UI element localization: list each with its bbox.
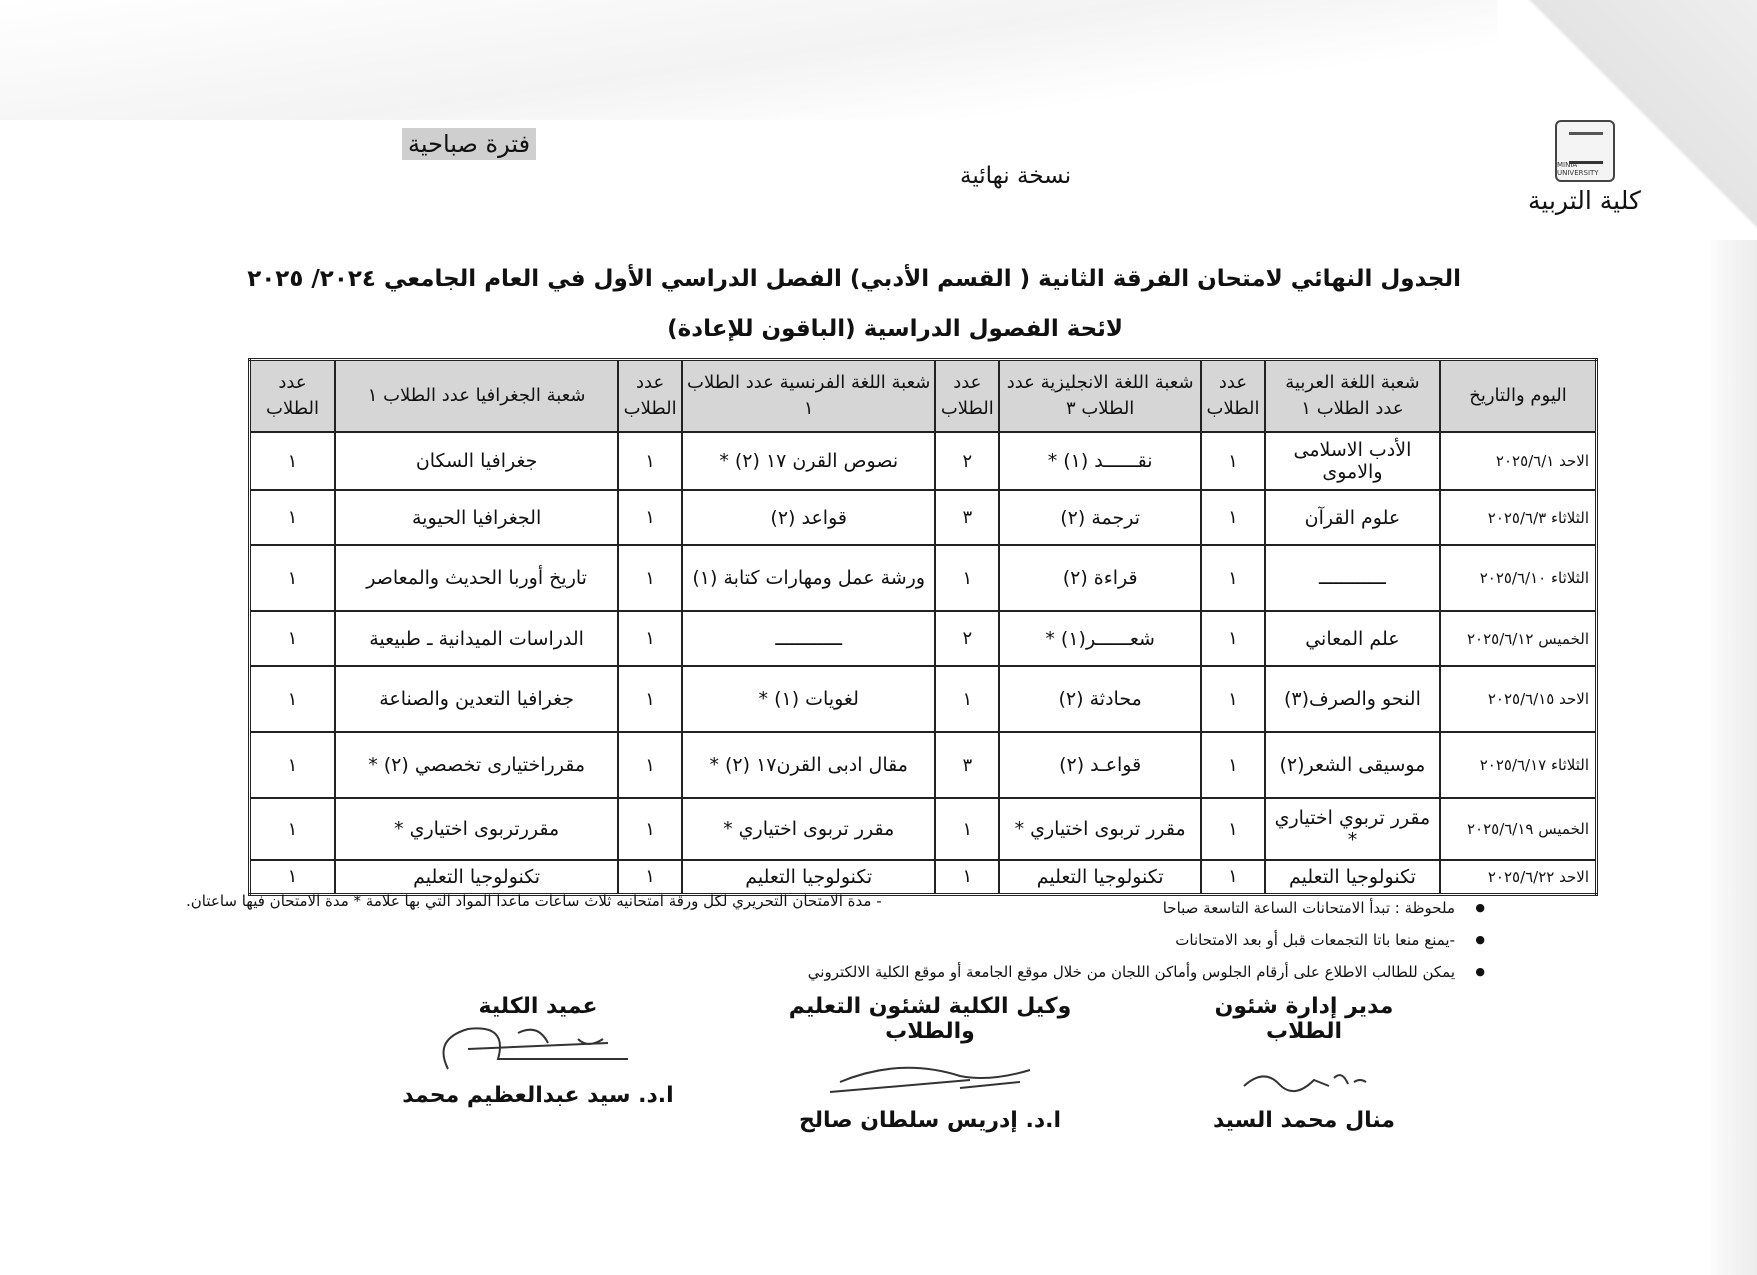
note-exam-duration: - مدة الامتحان التحريري لكل ورقة امتحانيه ثلاث ساعات ماعدا المواد التي بها علامة * مدة الامتحان فيها ساعتان. — [186, 892, 882, 910]
french-course: قواعد (٢) — [682, 490, 935, 545]
day-cell: الثلاثاء ٢٠٢٥/٦/١٧ — [1440, 732, 1597, 798]
notes-list — [808, 892, 1477, 988]
note-seat-numbers: ● يمكن للطالب الاطلاع على أرقام الجلوس وأماكن اللجان من خلال موقع الجامعة أو موقع الكلية الالكتروني — [808, 956, 1455, 988]
english-count: ٢ — [935, 611, 999, 666]
geography-count: ١ — [250, 545, 336, 611]
day-cell: الثلاثاء ٢٠٢٥/٦/١٠ — [1440, 545, 1597, 611]
english-course: تكنولوجيا التعليم — [999, 860, 1201, 894]
french-course: ورشة عمل ومهارات كتابة (١) — [682, 545, 935, 611]
vice-dean-title: وكيل الكلية لشئون التعليم والطلاب — [788, 994, 1072, 1044]
header-count: عدد الطلاب — [935, 360, 999, 433]
logo-text: MINIA UNIVERSITY — [1557, 161, 1599, 177]
arabic-course: ــــــــــــ — [1265, 545, 1440, 611]
manager-signature-icon — [1234, 1058, 1374, 1098]
document-subtitle: لائحة الفصول الدراسية (الباقون للإعادة) — [667, 316, 1123, 342]
header-count: عدد الطلاب — [1201, 360, 1265, 433]
arabic-course: مقرر تربوي اختياري * — [1265, 798, 1440, 860]
header-day-date: اليوم والتاريخ — [1440, 360, 1597, 433]
header-count: عدد الطلاب — [250, 360, 336, 433]
day-cell: الاحد ٢٠٢٥/٦/٢٢ — [1440, 860, 1597, 894]
table-row — [250, 798, 1597, 860]
day-cell: الاحد ٢٠٢٥/٦/١ — [1440, 432, 1597, 490]
geography-count: ١ — [250, 490, 336, 545]
table-header-row — [250, 360, 1597, 433]
french-course: تكنولوجيا التعليم — [682, 860, 935, 894]
manager-title: مدير إدارة شئون الطلاب — [1214, 994, 1394, 1044]
geography-course: مقرراختيارى تخصصي (٢) * — [335, 732, 618, 798]
english-course: ترجمة (٢) — [999, 490, 1201, 545]
french-count: ١ — [618, 611, 682, 666]
signature-block-vice-dean — [750, 994, 1110, 1133]
table-row — [250, 732, 1597, 798]
french-course: لغويات (١) * — [682, 666, 935, 732]
table-row — [250, 490, 1597, 545]
day-cell: الخميس ٢٠٢٥/٦/١٩ — [1440, 798, 1597, 860]
french-count: ١ — [618, 860, 682, 894]
day-cell: الاحد ٢٠٢٥/٦/١٥ — [1440, 666, 1597, 732]
arabic-count: ١ — [1201, 666, 1265, 732]
french-count: ١ — [618, 432, 682, 490]
geography-count: ١ — [250, 798, 336, 860]
geography-course: الجغرافيا الحيوية — [335, 490, 618, 545]
english-course: محادثة (٢) — [999, 666, 1201, 732]
signature-block-dean — [398, 994, 678, 1108]
dean-name: ا.د. سيد عبدالعظيم محمد — [402, 1083, 674, 1108]
arabic-count: ١ — [1201, 432, 1265, 490]
geography-course: مقررتربوى اختياري * — [335, 798, 618, 860]
english-course: قراءة (٢) — [999, 545, 1201, 611]
english-course: شعــــــر(١) * — [999, 611, 1201, 666]
header-count: عدد الطلاب — [618, 360, 682, 433]
day-cell: الخميس ٢٠٢٥/٦/١٢ — [1440, 611, 1597, 666]
arabic-course: علوم القرآن — [1265, 490, 1440, 545]
geography-course: تاريخ أوربا الحديث والمعاصر — [335, 545, 618, 611]
english-count: ١ — [935, 666, 999, 732]
table-row — [250, 432, 1597, 490]
college-name: كلية التربية — [1528, 186, 1641, 215]
french-count: ١ — [618, 666, 682, 732]
dean-signature-icon — [428, 1019, 648, 1079]
french-course: ــــــــــــ — [682, 611, 935, 666]
english-count: ١ — [935, 798, 999, 860]
english-course: قواعـد (٢) — [999, 732, 1201, 798]
exam-schedule-table — [248, 358, 1598, 896]
french-count: ١ — [618, 732, 682, 798]
arabic-count: ١ — [1201, 798, 1265, 860]
vice-dean-name: ا.د. إدريس سلطان صالح — [798, 1108, 1062, 1133]
signature-block-manager — [1174, 994, 1434, 1133]
arabic-count: ١ — [1201, 545, 1265, 611]
arabic-course: تكنولوجيا التعليم — [1265, 860, 1440, 894]
logo-emblem-icon — [1569, 132, 1603, 164]
document-title: الجدول النهائي لامتحان الفرقة الثانية ( القسم الأدبي) الفصل الدراسي الأول في العام الجامعي ٢٠٢٤/ ٢٠٢٥ — [247, 266, 1461, 292]
geography-course: تكنولوجيا التعليم — [335, 860, 618, 894]
final-copy-label: نسخة نهائية — [960, 163, 1072, 189]
day-cell: الثلاثاء ٢٠٢٥/٦/٣ — [1440, 490, 1597, 545]
header-geography: شعبة الجغرافيا عدد الطلاب ١ — [335, 360, 618, 433]
arabic-count: ١ — [1201, 860, 1265, 894]
french-course: مقال ادبى القرن١٧ (٢) * — [682, 732, 935, 798]
note-no-gathering: ● -يمنع منعا باتا التجمعات قبل أو بعد الامتحانات — [808, 924, 1455, 956]
paper-edge-strip — [1711, 60, 1757, 1275]
geography-count: ١ — [250, 860, 336, 894]
arabic-course: علم المعاني — [1265, 611, 1440, 666]
geography-course: جغرافيا التعدين والصناعة — [335, 666, 618, 732]
geography-count: ١ — [250, 611, 336, 666]
arabic-count: ١ — [1201, 732, 1265, 798]
table-row — [250, 545, 1597, 611]
table-row — [250, 666, 1597, 732]
header-arabic: شعبة اللغة العربية عدد الطلاب ١ — [1265, 360, 1440, 433]
note-start-time: ● ملحوظة : تبدأ الامتحانات الساعة التاسعة صباحا — [808, 892, 1455, 924]
english-course: نقــــــد (١) * — [999, 432, 1201, 490]
french-count: ١ — [618, 798, 682, 860]
dean-title: عميد الكلية — [478, 994, 598, 1019]
geography-count: ١ — [250, 432, 336, 490]
english-count: ٣ — [935, 732, 999, 798]
english-count: ١ — [935, 860, 999, 894]
table-row — [250, 860, 1597, 894]
arabic-count: ١ — [1201, 490, 1265, 545]
arabic-course: النحو والصرف(٣) — [1265, 666, 1440, 732]
english-count: ١ — [935, 545, 999, 611]
english-count: ٣ — [935, 490, 999, 545]
table-row — [250, 611, 1597, 666]
french-course: نصوص القرن ١٧ (٢) * — [682, 432, 935, 490]
header-french: شعبة اللغة الفرنسية عدد الطلاب ١ — [682, 360, 935, 433]
university-logo — [1555, 120, 1615, 182]
arabic-count: ١ — [1201, 611, 1265, 666]
english-course: مقرر تربوى اختياري * — [999, 798, 1201, 860]
paper-shadow — [0, 0, 1757, 120]
geography-count: ١ — [250, 666, 336, 732]
geography-course: جغرافيا السكان — [335, 432, 618, 490]
geography-count: ١ — [250, 732, 336, 798]
arabic-course: الأدب الاسلامى والاموى — [1265, 432, 1440, 490]
french-course: مقرر تربوى اختياري * — [682, 798, 935, 860]
arabic-course: موسيقى الشعر(٢) — [1265, 732, 1440, 798]
vice-dean-signature-icon — [820, 1052, 1040, 1102]
session-label: فترة صباحية — [402, 128, 536, 160]
english-count: ٢ — [935, 432, 999, 490]
manager-name: منال محمد السيد — [1212, 1108, 1396, 1133]
header-english: شعبة اللغة الانجليزية عدد الطلاب ٣ — [999, 360, 1201, 433]
geography-course: الدراسات الميدانية ـ طبيعية — [335, 611, 618, 666]
french-count: ١ — [618, 545, 682, 611]
french-count: ١ — [618, 490, 682, 545]
